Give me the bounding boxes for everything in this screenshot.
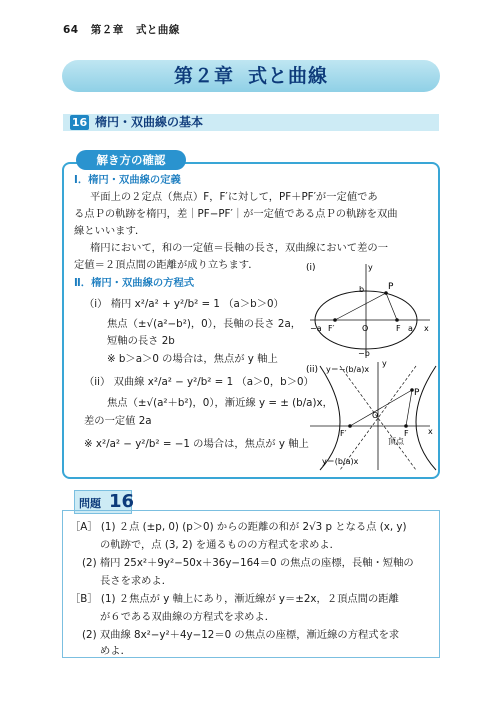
svg-text:a: a bbox=[408, 324, 413, 333]
chapter-title: 式と曲線 bbox=[248, 65, 329, 87]
page-number: 64 bbox=[63, 24, 79, 36]
body-line: 平面上の２定点（焦点）F，F′に対して，PF＋PF′が一定値であ bbox=[90, 191, 378, 203]
vertex-label: 頂点 bbox=[388, 437, 404, 446]
section-number: 16 bbox=[71, 116, 88, 129]
method-tab: 解き方の確認 bbox=[76, 150, 186, 170]
svg-text:x: x bbox=[428, 427, 433, 436]
body-line: 定値＝２頂点間の距離が成り立ちます． bbox=[74, 259, 259, 271]
svg-text:P: P bbox=[414, 388, 420, 398]
eq-line: （ii） 双曲線 x²/a² − y²/b² = 1 （a＞0，b＞0） bbox=[84, 376, 314, 388]
problem-line: ［B］ (1) ２焦点が y 軸上にあり，漸近線が y＝±2x，２頂点間の距離 bbox=[70, 593, 399, 605]
eq-line: 焦点（±√(a²−b²)，0），長軸の長さ 2a， bbox=[107, 318, 302, 330]
svg-text:F: F bbox=[396, 324, 401, 333]
problem-label: 問題 bbox=[79, 497, 101, 510]
ellipse-figure bbox=[310, 263, 430, 358]
problem-line: (2) 楕円 25x²＋9y²−50x＋36y−164＝0 の焦点の座標，長軸・短軸の bbox=[82, 557, 414, 569]
section-title: 楕円・双曲線の基本 bbox=[95, 115, 204, 129]
eq-line: 短軸の長さ 2b bbox=[107, 335, 175, 347]
eq-line: ※ b＞a＞0 の場合は，焦点が y 軸上 bbox=[107, 353, 278, 365]
section-header bbox=[63, 114, 439, 131]
figure-label-ellipse: (i) bbox=[306, 263, 316, 273]
problem-line: めよ． bbox=[100, 645, 131, 657]
svg-text:O: O bbox=[372, 411, 379, 420]
header-chapter: 第２章 bbox=[90, 24, 124, 36]
svg-text:P: P bbox=[388, 282, 394, 292]
heading-definition: Ⅰ．楕円・双曲線の定義 bbox=[74, 174, 181, 186]
svg-text:b: b bbox=[359, 285, 365, 294]
svg-text:y: y bbox=[382, 359, 387, 368]
figure-label-hyperbola: (ii) bbox=[306, 365, 319, 375]
svg-text:y: y bbox=[368, 263, 373, 272]
header-title: 式と曲線 bbox=[135, 24, 180, 36]
conic-figures bbox=[300, 258, 440, 473]
eq-line: 焦点（±√(a²＋b²)，0），漸近線 y = ± (b/a)x， bbox=[107, 397, 333, 409]
problem-line: の軌跡で，点 (3, 2) を通るものの方程式を求めよ． bbox=[100, 539, 340, 551]
body-line: 線といいます． bbox=[74, 225, 146, 237]
chapter-banner bbox=[62, 60, 440, 92]
eq-line: （i） 楕円 x²/a² + y²/b² = 1 （a＞b＞0） bbox=[84, 298, 284, 310]
problem-line: (2) 双曲線 8x²−y²＋4y−12＝0 の焦点の座標，漸近線の方程式を求 bbox=[82, 629, 400, 641]
eq-line: 差の一定値 2a bbox=[84, 415, 152, 427]
svg-text:−b: −b bbox=[358, 349, 370, 358]
problem-line: ［A］ (1) ２点 (±p, 0) (p＞0) からの距離の和が 2√3 p となる点 (x, y) bbox=[70, 521, 407, 533]
body-line: 楕円において，和の一定値＝長軸の長さ，双曲線において差の一 bbox=[90, 242, 388, 254]
svg-text:y＝(b/a)x: y＝(b/a)x bbox=[322, 457, 359, 466]
svg-text:x: x bbox=[424, 324, 429, 333]
svg-text:O: O bbox=[362, 324, 369, 333]
running-header bbox=[63, 22, 188, 37]
heading-equation: Ⅱ．楕円・双曲線の方程式 bbox=[74, 277, 195, 289]
chapter-number: 第２章 bbox=[173, 65, 234, 87]
body-line: る点Ｐの軌跡を楕円，差｜PF−PF′｜が一定値である点Ｐの軌跡を双曲 bbox=[74, 208, 398, 220]
svg-text:−a: −a bbox=[310, 324, 322, 333]
svg-text:y＝−(b/a)x: y＝−(b/a)x bbox=[326, 365, 370, 374]
svg-text:F: F bbox=[404, 429, 409, 438]
problem-line: が６である双曲線の方程式を求めよ． bbox=[100, 611, 276, 623]
eq-line: ※ x²/a² − y²/b² = −1 の場合は，焦点が y 軸上 bbox=[84, 438, 309, 450]
problem-line: 長さを求めよ． bbox=[100, 575, 173, 587]
svg-text:F′: F′ bbox=[340, 429, 347, 438]
svg-text:F′: F′ bbox=[328, 324, 335, 333]
hyperbola-figure bbox=[310, 359, 436, 470]
problem-number: 16 bbox=[109, 491, 135, 512]
